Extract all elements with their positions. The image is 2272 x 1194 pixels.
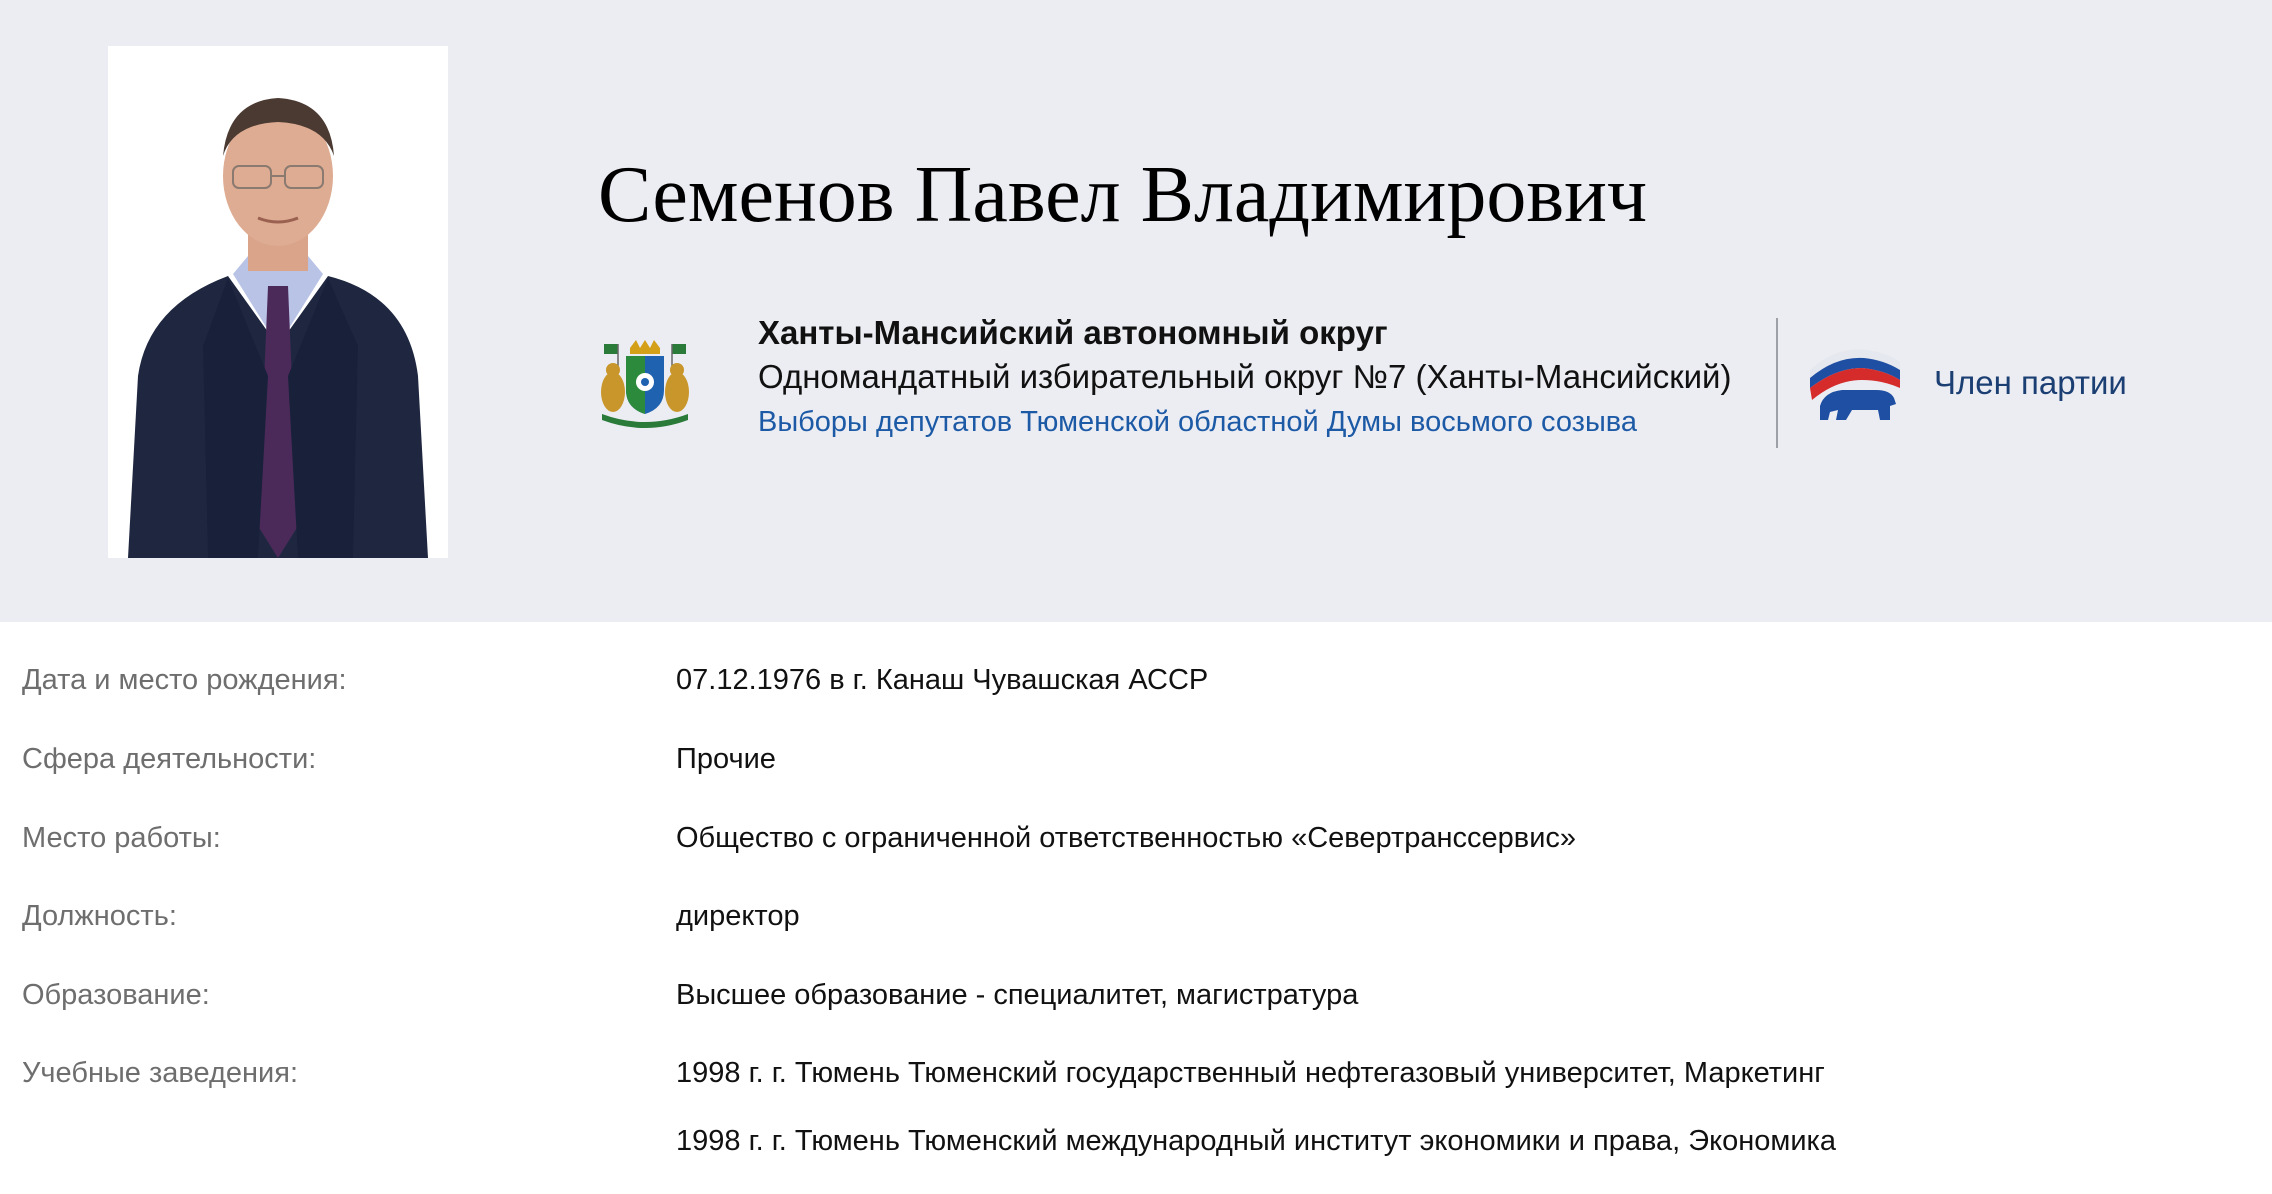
region-info	[758, 316, 1731, 437]
detail-value: 1998 г. г. Тюмень Тюменский международный институт экономики и права, Экономика	[676, 1125, 1836, 1157]
detail-row-workplace	[0, 822, 2272, 862]
electoral-district: Одномандатный избирательный округ №7 (Ханты-Мансийский)	[758, 358, 1732, 395]
election-link[interactable]: Выборы депутатов Тюменской областной Думы восьмого созыва	[758, 406, 1637, 438]
detail-value: директор	[676, 900, 800, 932]
candidate-photo	[108, 46, 448, 558]
khmao-coat-of-arms-icon	[596, 340, 694, 428]
detail-label: Учебные заведения:	[22, 1057, 299, 1089]
divider	[1776, 318, 1778, 448]
region-name: Ханты-Мансийский автономный округ	[758, 314, 1388, 351]
detail-label: Место работы:	[22, 822, 221, 854]
detail-label: Образование:	[22, 979, 210, 1011]
detail-row-birth	[0, 664, 2272, 704]
detail-label: Должность:	[22, 900, 177, 932]
detail-row-institutions-2	[0, 1125, 2272, 1165]
detail-row-institutions	[0, 1057, 2272, 1097]
detail-row-position	[0, 900, 2272, 940]
candidate-name: Семенов Павел Владимирович	[598, 151, 1648, 239]
detail-value: Общество с ограниченной ответственностью «Севертранссервис»	[676, 822, 1577, 854]
detail-value: Прочие	[676, 743, 776, 775]
detail-value: 1998 г. г. Тюмень Тюменский государственный нефтегазовый университет, Маркетинг	[676, 1057, 1825, 1089]
detail-label: Сфера деятельности:	[22, 743, 317, 775]
detail-value: 07.12.1976 в г. Канаш Чувашская АССР	[676, 664, 1209, 696]
party-status: Член партии	[1934, 364, 2127, 401]
detail-row-activity	[0, 743, 2272, 783]
united-russia-bear-icon	[1806, 340, 1904, 426]
detail-label: Дата и место рождения:	[22, 664, 347, 696]
detail-value: Высшее образование - специалитет, магистратура	[676, 979, 1359, 1011]
detail-row-education	[0, 979, 2272, 1019]
